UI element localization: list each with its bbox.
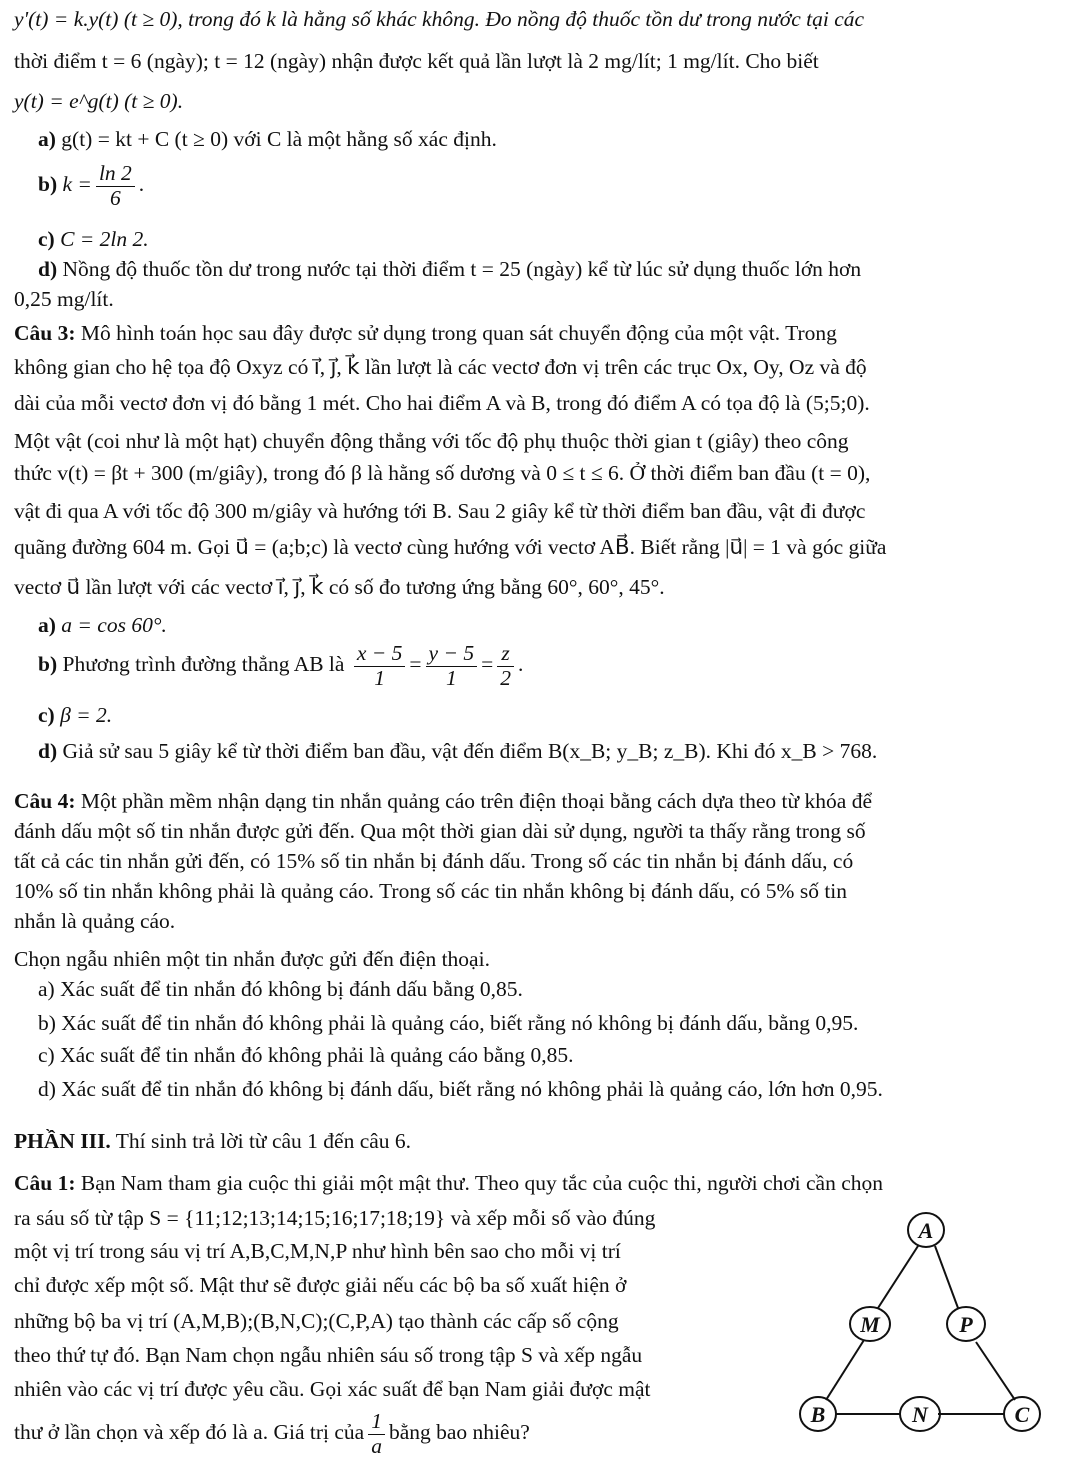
- q4-line-3: tất cả các tin nhắn gửi đến, có 15% số tin nhắn bị đánh dấu. Trong số các tin nhắn bị đánh dấu, có: [14, 849, 854, 873]
- q3-option-b: b) Phương trình đường thẳng AB là $\frac{x - 5}{1}$ = $\frac{y - 5}{1}$ = $\frac{z}{2}$ .: [38, 641, 524, 690]
- p2-line-2: thời điểm t = 6 (ngày); t = 12 (ngày) nhận được kết quả lần lượt là 2 mg/lít; 1 mg/lít. Cho biết: [14, 49, 819, 73]
- node-n-label: N: [912, 1402, 928, 1427]
- q4-option-d: d) Xác suất để tin nhắn đó không bị đánh dấu, biết rằng nó không phải là quảng cáo, lớn hơn 0,95.: [38, 1077, 883, 1101]
- q4-line-1: Câu 4: Một phần mềm nhận dạng tin nhắn quảng cáo trên điện thoại bằng cách dựa theo từ khóa để: [14, 789, 873, 813]
- p2-line-3: y(t) = e^g(t) (t ≥ 0).: [14, 89, 184, 113]
- p3q1-line-3: một vị trí trong sáu vị trí A,B,C,M,N,P như hình bên sao cho mỗi vị trí: [14, 1239, 621, 1263]
- q4-line-4: 10% số tin nhắn không phải là quảng cáo. Trong số các tin nhắn không bị đánh dấu, có 5% số tin: [14, 879, 848, 903]
- q3-line-5: thức v(t) = βt + 300 (m/giây), trong đó β là hằng số dương và 0 ≤ t ≤ 6. Ở thời điểm ban đầu (t = 0),: [14, 461, 871, 485]
- q3-option-d: d) Giả sử sau 5 giây kể từ thời điểm ban đầu, vật đến điểm B(x_B; y_B; z_B). Khi đó x_B > 768.: [38, 739, 878, 763]
- q4-line-2: đánh dấu một số tin nhắn được gửi đến. Qua một thời gian dài sử dụng, người ta thấy rằng trong số: [14, 819, 866, 843]
- p3q1-line-5: những bộ ba vị trí (A,M,B);(B,N,C);(C,P,A) tạo thành các cấp số cộng: [14, 1309, 619, 1333]
- q4-line-5: nhắn là quảng cáo.: [14, 909, 176, 933]
- p2-option-d: d) Nồng độ thuốc tồn dư trong nước tại thời điểm t = 25 (ngày) kể từ lúc sử dụng thuốc lớn hơn: [38, 257, 862, 281]
- triangle-diagram: [790, 1200, 1060, 1470]
- q3-line-7: quãng đường 604 m. Gọi u⃗ = (a;b;c) là vectơ cùng hướng với vectơ AB⃗. Biết rằng |u⃗| = 1 và góc giữa: [14, 535, 887, 559]
- p2-option-d-cont: 0,25 mg/lít.: [14, 287, 114, 311]
- p2-option-a: a) g(t) = kt + C (t ≥ 0) với C là một hằng số xác định.: [38, 127, 497, 151]
- node-c-label: C: [1014, 1402, 1030, 1427]
- node-m-label: M: [860, 1312, 880, 1337]
- part3-heading: PHẦN III. Thí sinh trả lời từ câu 1 đến câu 6.: [14, 1129, 412, 1153]
- q3-line-3: dài của mỗi vectơ đơn vị đó bằng 1 mét. Cho hai điểm A và B, trong đó điểm A có tọa độ là (5;5;0).: [14, 391, 870, 415]
- node-b-label: B: [810, 1402, 826, 1427]
- p3q1-line-6: theo thứ tự đó. Bạn Nam chọn ngẫu nhiên sáu số trong tập S và xếp ngẫu: [14, 1343, 643, 1367]
- q3-line-2: không gian cho hệ tọa độ Oxyz có i⃗, j⃗, k⃗ lần lượt là các vectơ đơn vị trên các trục Ox, Oy, Oz và độ: [14, 355, 867, 379]
- q3-line-8: vectơ u⃗ lần lượt với các vectơ i⃗, j⃗, k⃗ có số đo tương ứng bằng 60°, 60°, 45°.: [14, 575, 665, 599]
- p3q1-line-2: ra sáu số từ tập S = {11;12;13;14;15;16;17;18;19} và xếp mỗi số vào đúng: [14, 1206, 656, 1230]
- q4-option-a: a) Xác suất để tin nhắn đó không bị đánh dấu bằng 0,85.: [38, 977, 523, 1001]
- edge-p-c: [976, 1342, 1015, 1400]
- q4-option-c: c) Xác suất để tin nhắn đó không phải là quảng cáo bằng 0,85.: [38, 1043, 574, 1067]
- q3-option-c: c) β = 2.: [38, 703, 113, 727]
- q4-option-b: b) Xác suất để tin nhắn đó không phải là quảng cáo, biết rằng nó không bị đánh dấu, bằng 0,95.: [38, 1011, 859, 1035]
- q3-option-a: a) a = cos 60°.: [38, 613, 167, 637]
- p3q1-line-4: chỉ được xếp một số. Mật thư sẽ được giải nếu các bộ ba số xuất hiện ở: [14, 1273, 627, 1297]
- p2-line-1: y'(t) = k.y(t) (t ≥ 0), trong đó k là hằng số khác không. Đo nồng độ thuốc tồn dư trong nước tại các: [14, 7, 865, 31]
- p2-option-c: c) C = 2ln 2.: [38, 227, 149, 251]
- q4-line-6: Chọn ngẫu nhiên một tin nhắn được gửi đến điện thoại.: [14, 947, 490, 971]
- edge-a-p: [935, 1246, 958, 1308]
- q3-line-4: Một vật (coi như là một hạt) chuyển động thẳng với tốc độ phụ thuộc thời gian t (giây) theo công: [14, 429, 849, 453]
- node-a-label: A: [918, 1218, 934, 1243]
- p2-option-b: b) k = $\frac{\ln 2}{6}$ .: [38, 161, 145, 210]
- p3q1-line-1: Câu 1: Bạn Nam tham gia cuộc thi giải một mật thư. Theo quy tắc của cuộc thi, người chơi cần chọn: [14, 1171, 884, 1195]
- edge-a-m: [878, 1246, 918, 1308]
- q3-line-1: Câu 3: Mô hình toán học sau đây được sử dụng trong quan sát chuyển động của một vật. Trong: [14, 321, 837, 345]
- edge-m-b: [826, 1340, 864, 1400]
- p3q1-line-8: thư ở lần chọn và xếp đó là a. Giá trị của $\frac{1}{a}$ bằng bao nhiêu?: [14, 1409, 530, 1458]
- node-p-label: P: [959, 1312, 973, 1337]
- q3-line-6: vật đi qua A với tốc độ 300 m/giây và hướng tới B. Sau 2 giây kể từ thời điểm ban đầu, vật đi được: [14, 499, 866, 523]
- p3q1-line-7: nhiên vào các vị trí được yêu cầu. Gọi xác suất để bạn Nam giải được mật: [14, 1377, 651, 1401]
